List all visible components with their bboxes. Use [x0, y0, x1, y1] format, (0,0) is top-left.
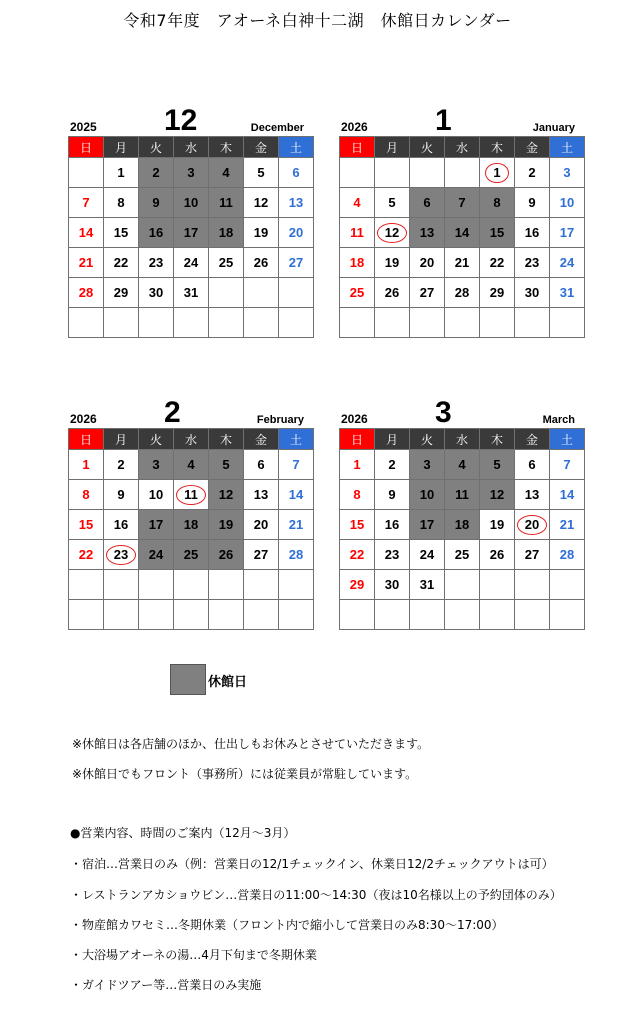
- day-cell: 8: [104, 188, 139, 218]
- day-cell: 29: [480, 278, 515, 308]
- day-cell: 20: [244, 510, 279, 540]
- day-cell: 31: [174, 278, 209, 308]
- info-item-tour: ・ガイドツアー等…営業日のみ実施: [70, 978, 262, 992]
- day-cell: 1: [69, 450, 104, 480]
- day-cell: 15: [340, 510, 375, 540]
- day-cell: 2: [139, 158, 174, 188]
- empty-cell: [279, 278, 314, 308]
- calendar-month-en: December: [250, 122, 304, 134]
- day-cell: 26: [209, 540, 244, 570]
- day-cell: 6: [244, 450, 279, 480]
- day-cell: 1: [340, 450, 375, 480]
- day-cell: 19: [244, 218, 279, 248]
- day-cell: 14: [550, 480, 585, 510]
- day-cell: 24: [139, 540, 174, 570]
- day-cell: 19: [209, 510, 244, 540]
- day-cell: 3: [410, 450, 445, 480]
- empty-cell: [139, 308, 174, 338]
- empty-cell: [174, 600, 209, 630]
- day-cell: 8: [480, 188, 515, 218]
- calendar-week: [69, 570, 314, 600]
- calendar-week: [340, 480, 585, 510]
- day-cell: 24: [550, 248, 585, 278]
- day-cell: 17: [550, 218, 585, 248]
- note-1: ※休館日は各店舗のほか、仕出しもお休みとさせていただきます。: [72, 737, 430, 751]
- calendar-year: 2026: [70, 412, 97, 426]
- calendar-month-en: March: [542, 414, 575, 426]
- day-cell: 10: [550, 188, 585, 218]
- empty-cell: [209, 570, 244, 600]
- empty-cell: [410, 158, 445, 188]
- calendar-january: [339, 102, 577, 338]
- calendar-header: [339, 394, 577, 428]
- weekday-header: 木: [480, 137, 515, 158]
- weekday-header: 水: [445, 137, 480, 158]
- circled-day: 12: [377, 223, 407, 243]
- weekday-header: 水: [174, 429, 209, 450]
- day-cell: 11: [445, 480, 480, 510]
- day-cell: 22: [340, 540, 375, 570]
- day-cell: 21: [279, 510, 314, 540]
- empty-cell: [244, 570, 279, 600]
- weekday-header: 木: [480, 429, 515, 450]
- empty-cell: [279, 600, 314, 630]
- day-cell: 13: [244, 480, 279, 510]
- day-cell: 24: [410, 540, 445, 570]
- calendar-week: [69, 480, 314, 510]
- weekday-header: 月: [375, 137, 410, 158]
- day-cell: 25: [340, 278, 375, 308]
- weekday-header: 月: [104, 137, 139, 158]
- empty-cell: [279, 570, 314, 600]
- calendar-week: [69, 308, 314, 338]
- calendar-grid: [68, 428, 314, 630]
- day-cell: 18: [174, 510, 209, 540]
- day-cell: 28: [279, 540, 314, 570]
- day-cell: 28: [550, 540, 585, 570]
- weekday-header: 金: [515, 137, 550, 158]
- weekday-header: 日: [340, 137, 375, 158]
- circled-day: 20: [517, 515, 547, 535]
- empty-cell: [340, 600, 375, 630]
- empty-cell: [445, 158, 480, 188]
- empty-cell: [480, 570, 515, 600]
- day-cell: 14: [69, 218, 104, 248]
- day-cell: 3: [174, 158, 209, 188]
- day-cell: 6: [515, 450, 550, 480]
- calendar-week: [69, 450, 314, 480]
- empty-cell: [375, 600, 410, 630]
- day-cell: 20: [279, 218, 314, 248]
- empty-cell: [69, 308, 104, 338]
- calendar-week: [340, 308, 585, 338]
- day-cell: [515, 510, 550, 540]
- circled-day: 11: [176, 485, 206, 505]
- empty-cell: [69, 570, 104, 600]
- day-cell: 30: [139, 278, 174, 308]
- weekday-header: 土: [279, 137, 314, 158]
- empty-cell: [209, 278, 244, 308]
- weekday-header: 日: [69, 137, 104, 158]
- day-cell: 5: [244, 158, 279, 188]
- weekday-header: 土: [550, 137, 585, 158]
- day-cell: 4: [209, 158, 244, 188]
- day-cell: 18: [445, 510, 480, 540]
- calendar-december: [68, 102, 306, 338]
- day-cell: 4: [340, 188, 375, 218]
- calendar-week: [69, 278, 314, 308]
- calendar-grid: [339, 136, 585, 338]
- info-item-shop: ・物産館カワセミ…冬期休業（フロント内で縮小して営業日のみ8:30～17:00）: [70, 918, 504, 932]
- day-cell: 10: [174, 188, 209, 218]
- day-cell: 12: [209, 480, 244, 510]
- day-cell: 27: [279, 248, 314, 278]
- empty-cell: [104, 308, 139, 338]
- day-cell: 22: [69, 540, 104, 570]
- empty-cell: [375, 158, 410, 188]
- empty-cell: [480, 308, 515, 338]
- day-cell: 28: [69, 278, 104, 308]
- empty-cell: [244, 600, 279, 630]
- day-cell: 6: [279, 158, 314, 188]
- weekday-header: 火: [410, 137, 445, 158]
- weekday-header: 火: [139, 429, 174, 450]
- day-cell: 7: [279, 450, 314, 480]
- day-cell: 21: [445, 248, 480, 278]
- circled-day: 1: [485, 163, 508, 183]
- calendar-month: 12: [164, 104, 198, 137]
- day-cell: 9: [375, 480, 410, 510]
- empty-cell: [515, 308, 550, 338]
- day-cell: 16: [139, 218, 174, 248]
- calendar-week: [69, 248, 314, 278]
- day-cell: 22: [104, 248, 139, 278]
- day-cell: 9: [104, 480, 139, 510]
- weekday-header: 金: [515, 429, 550, 450]
- day-cell: 26: [480, 540, 515, 570]
- day-cell: 1: [104, 158, 139, 188]
- day-cell: 18: [209, 218, 244, 248]
- empty-cell: [340, 308, 375, 338]
- day-cell: 19: [375, 248, 410, 278]
- day-cell: 18: [340, 248, 375, 278]
- calendar-february: [68, 394, 306, 630]
- day-cell: 19: [480, 510, 515, 540]
- note-2: ※休館日でもフロント（事務所）には従業員が常駐しています。: [72, 767, 418, 781]
- calendar-week: [69, 540, 314, 570]
- day-cell: 9: [515, 188, 550, 218]
- weekday-header: 水: [174, 137, 209, 158]
- empty-cell: [104, 600, 139, 630]
- day-cell: 8: [69, 480, 104, 510]
- calendar-week: [340, 218, 585, 248]
- day-cell: 9: [139, 188, 174, 218]
- day-cell: 2: [515, 158, 550, 188]
- empty-cell: [340, 158, 375, 188]
- weekday-header: 土: [279, 429, 314, 450]
- empty-cell: [279, 308, 314, 338]
- day-cell: 6: [410, 188, 445, 218]
- day-cell: 30: [375, 570, 410, 600]
- calendar-grid: [68, 136, 314, 338]
- weekday-header: 月: [375, 429, 410, 450]
- empty-cell: [375, 308, 410, 338]
- page-title: 令和7年度 アオーネ白神十二湖 休館日カレンダー: [123, 11, 512, 30]
- day-cell: 17: [410, 510, 445, 540]
- day-cell: 15: [480, 218, 515, 248]
- day-cell: 25: [209, 248, 244, 278]
- empty-cell: [244, 278, 279, 308]
- empty-cell: [174, 308, 209, 338]
- day-cell: 21: [550, 510, 585, 540]
- day-cell: 7: [550, 450, 585, 480]
- empty-cell: [69, 600, 104, 630]
- day-cell: 17: [174, 218, 209, 248]
- day-cell: 24: [174, 248, 209, 278]
- info-item-restaurant: ・レストランアカショウビン…営業日の11:00～14:30（夜は10名様以上の予約団体のみ）: [70, 888, 562, 902]
- calendar-month-en: February: [256, 414, 304, 426]
- day-cell: 23: [139, 248, 174, 278]
- calendar-month: 2: [164, 396, 181, 429]
- empty-cell: [445, 570, 480, 600]
- calendar-header: [339, 102, 577, 136]
- calendar-week: [340, 570, 585, 600]
- day-cell: 14: [279, 480, 314, 510]
- empty-cell: [139, 570, 174, 600]
- day-cell: 7: [69, 188, 104, 218]
- day-cell: 10: [410, 480, 445, 510]
- calendar-week: [340, 540, 585, 570]
- calendar-week: [340, 600, 585, 630]
- day-cell: 27: [515, 540, 550, 570]
- day-cell: 26: [375, 278, 410, 308]
- day-cell: 13: [515, 480, 550, 510]
- day-cell: 26: [244, 248, 279, 278]
- day-cell: [104, 540, 139, 570]
- empty-cell: [410, 600, 445, 630]
- day-cell: [174, 480, 209, 510]
- day-cell: 5: [375, 188, 410, 218]
- day-cell: 14: [445, 218, 480, 248]
- calendar-week: [69, 510, 314, 540]
- empty-cell: [445, 600, 480, 630]
- info-heading: ●営業内容、時間のご案内（12月～3月）: [70, 826, 296, 840]
- empty-cell: [445, 308, 480, 338]
- calendar-week: [340, 510, 585, 540]
- empty-cell: [209, 308, 244, 338]
- day-cell: 2: [104, 450, 139, 480]
- info-item-bath: ・大浴場アオーネの湯…4月下旬まで冬期休業: [70, 948, 317, 962]
- weekday-header: 火: [410, 429, 445, 450]
- calendar-header: [68, 394, 306, 428]
- day-cell: 13: [279, 188, 314, 218]
- day-cell: 22: [480, 248, 515, 278]
- calendar-week: [340, 188, 585, 218]
- weekday-header: 金: [244, 429, 279, 450]
- circled-day: 23: [106, 545, 136, 565]
- weekday-header: 日: [340, 429, 375, 450]
- day-cell: 12: [480, 480, 515, 510]
- day-cell: 16: [375, 510, 410, 540]
- calendar-week: [69, 158, 314, 188]
- empty-cell: [550, 570, 585, 600]
- closed-day-swatch: [170, 664, 206, 695]
- day-cell: 15: [104, 218, 139, 248]
- calendar-week: [69, 188, 314, 218]
- weekday-header: 月: [104, 429, 139, 450]
- day-cell: 4: [445, 450, 480, 480]
- day-cell: 3: [139, 450, 174, 480]
- day-cell: [375, 218, 410, 248]
- day-cell: 7: [445, 188, 480, 218]
- calendar-month: 1: [435, 104, 452, 137]
- weekday-header: 火: [139, 137, 174, 158]
- weekday-header: 土: [550, 429, 585, 450]
- day-cell: 31: [410, 570, 445, 600]
- day-cell: 8: [340, 480, 375, 510]
- day-cell: 2: [375, 450, 410, 480]
- calendar-header: [68, 102, 306, 136]
- day-cell: [480, 158, 515, 188]
- calendar-year: 2026: [341, 412, 368, 426]
- day-cell: 25: [174, 540, 209, 570]
- day-cell: 3: [550, 158, 585, 188]
- empty-cell: [139, 600, 174, 630]
- weekday-header: 金: [244, 137, 279, 158]
- day-cell: 16: [104, 510, 139, 540]
- day-cell: 5: [480, 450, 515, 480]
- calendar-week: [340, 158, 585, 188]
- calendar-week: [340, 278, 585, 308]
- day-cell: 30: [515, 278, 550, 308]
- calendar-week: [69, 600, 314, 630]
- empty-cell: [480, 600, 515, 630]
- empty-cell: [209, 600, 244, 630]
- day-cell: 28: [445, 278, 480, 308]
- day-cell: 31: [550, 278, 585, 308]
- empty-cell: [244, 308, 279, 338]
- empty-cell: [69, 158, 104, 188]
- day-cell: 15: [69, 510, 104, 540]
- empty-cell: [104, 570, 139, 600]
- calendar-year: 2026: [341, 120, 368, 134]
- calendar-grid: [339, 428, 585, 630]
- calendar-week: [340, 450, 585, 480]
- day-cell: 13: [410, 218, 445, 248]
- info-item-lodging: ・宿泊…営業日のみ（例：営業日の12/1チェックイン、休業日12/2チェックアウトは可）: [70, 857, 554, 871]
- calendar-week: [340, 248, 585, 278]
- weekday-header: 水: [445, 429, 480, 450]
- day-cell: 10: [139, 480, 174, 510]
- day-cell: 11: [209, 188, 244, 218]
- calendar-month-en: January: [532, 122, 575, 134]
- weekday-header: 木: [209, 429, 244, 450]
- day-cell: 17: [139, 510, 174, 540]
- day-cell: 29: [340, 570, 375, 600]
- empty-cell: [515, 600, 550, 630]
- day-cell: 27: [244, 540, 279, 570]
- empty-cell: [410, 308, 445, 338]
- day-cell: 29: [104, 278, 139, 308]
- day-cell: 12: [244, 188, 279, 218]
- weekday-header: 木: [209, 137, 244, 158]
- day-cell: 23: [375, 540, 410, 570]
- day-cell: 27: [410, 278, 445, 308]
- day-cell: 23: [515, 248, 550, 278]
- day-cell: 5: [209, 450, 244, 480]
- day-cell: 4: [174, 450, 209, 480]
- day-cell: 25: [445, 540, 480, 570]
- empty-cell: [174, 570, 209, 600]
- calendar-month: 3: [435, 396, 452, 429]
- legend-label: 休館日: [208, 675, 248, 690]
- day-cell: 11: [340, 218, 375, 248]
- calendar-week: [69, 218, 314, 248]
- calendar-year: 2025: [70, 120, 97, 134]
- weekday-header: 日: [69, 429, 104, 450]
- empty-cell: [515, 570, 550, 600]
- day-cell: 21: [69, 248, 104, 278]
- empty-cell: [550, 600, 585, 630]
- day-cell: 20: [410, 248, 445, 278]
- day-cell: 16: [515, 218, 550, 248]
- calendar-march: [339, 394, 577, 630]
- empty-cell: [550, 308, 585, 338]
